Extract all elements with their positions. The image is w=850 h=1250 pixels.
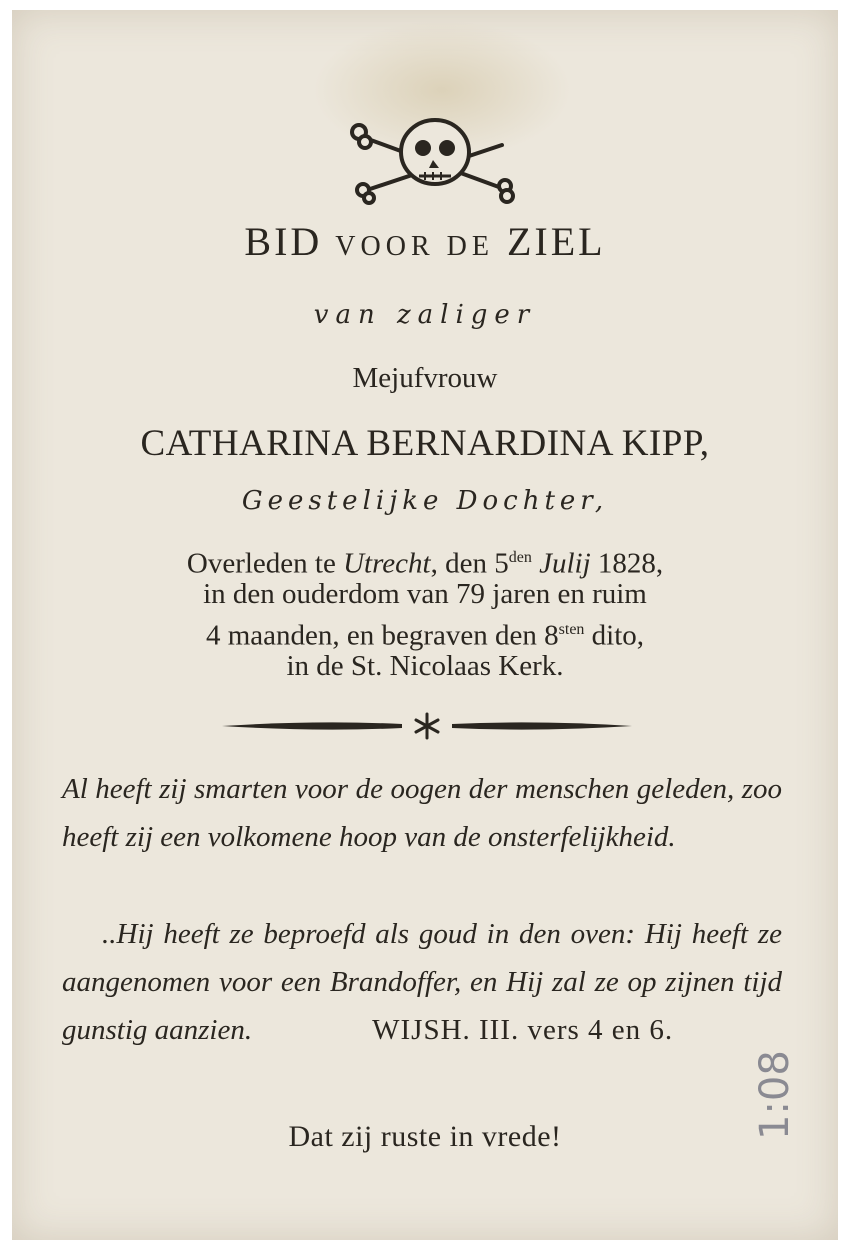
death-line-4: in de St. Nicolaas Kerk.: [286, 650, 564, 682]
death-line-2: in den ouderdom van 79 jaren en ruim: [203, 578, 647, 610]
skull-crossbones-icon: [347, 110, 517, 205]
catalog-number: 1:08: [752, 1050, 798, 1140]
subtitle: van zaliger: [313, 300, 537, 330]
prayer-card: [12, 10, 838, 1240]
death-line-1: Overleden te Utrecht, den $5^{den}$ Julij 1828,: [186, 547, 664, 580]
card-title: BID VOOR DE ZIEL: [244, 219, 606, 264]
honorific: Mejufvrouw: [352, 362, 498, 394]
ornamental-divider: [217, 706, 637, 746]
closing-line: Dat zij ruste in vrede!: [288, 1120, 562, 1153]
deceased-role: Geestelijke Dochter,: [241, 486, 609, 516]
verse-2: ..Hij heeft ze beproefd als goud in den oven: Hij heeft ze aangenomen voor een Brandoffer, en Hij zal ze op zijnen tijd gunstig aanzien. WIJSH. III. vers 4 en 6.: [62, 918, 782, 1046]
death-line-3: 4 maanden, en begraven den $8^{sten}$ dito,: [205, 619, 645, 652]
scripture-citation: WIJSH. III. vers 4 en 6.: [372, 1014, 674, 1046]
deceased-name: CATHARINA BERNARDINA KIPP,: [140, 423, 710, 464]
verse-1: Al heeft zij smarten voor de oogen der menschen geleden, zoo heeft zij een volkomene hoop van de onsterfelijkheid.: [62, 773, 782, 853]
